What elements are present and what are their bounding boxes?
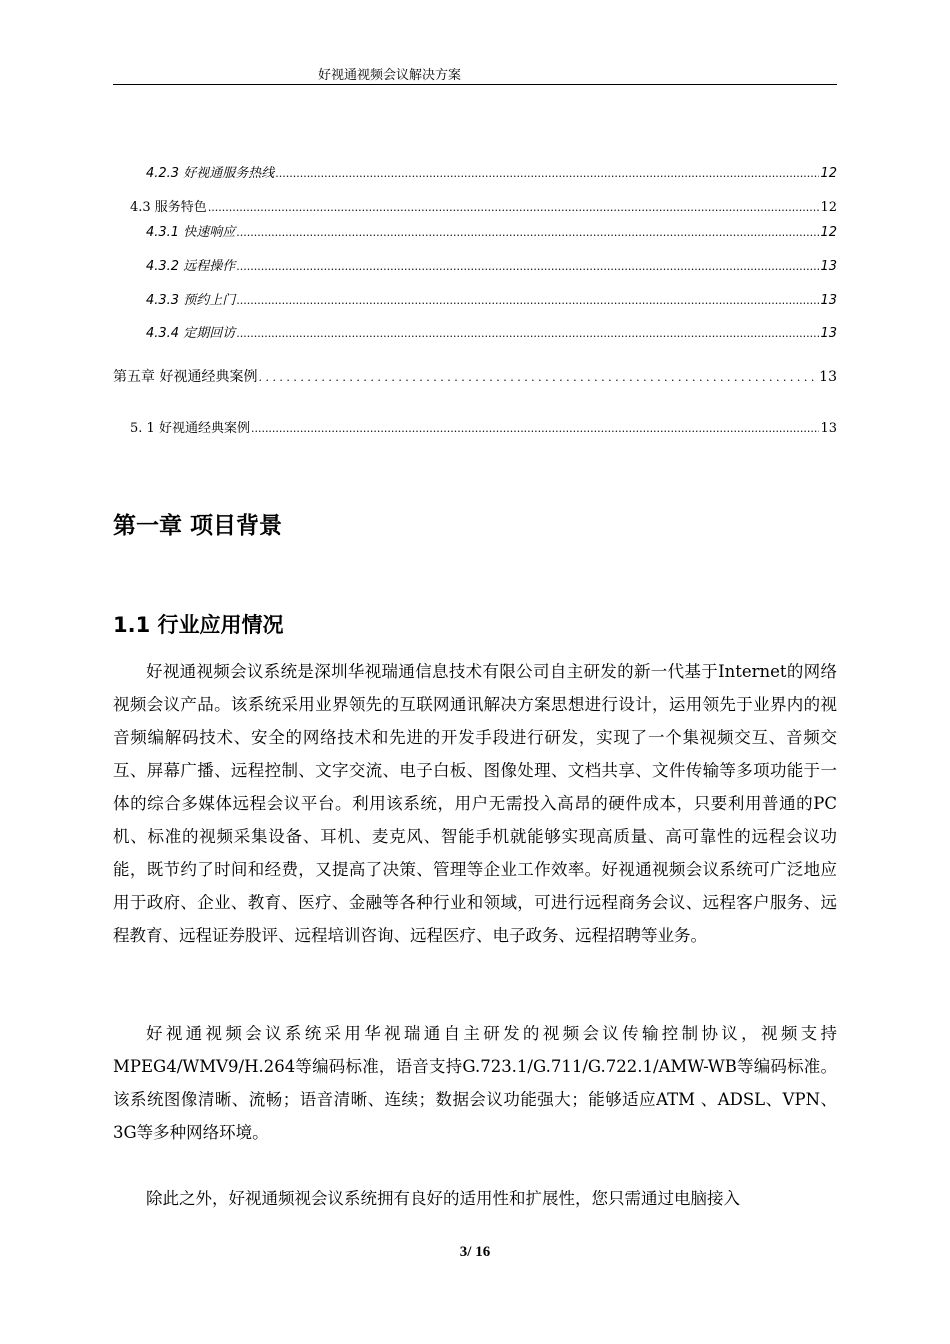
toc-label: 4.3 服务特色	[130, 200, 207, 215]
toc-leader	[236, 294, 819, 307]
toc-entry[interactable]	[146, 289, 837, 308]
toc-entry[interactable]	[146, 322, 837, 341]
toc-label: 4.2.3 好视通服务热线	[146, 166, 275, 181]
toc-leader	[258, 371, 818, 384]
toc-page: 13	[820, 326, 837, 341]
toc-label: 4.3.4 定期回访	[146, 326, 236, 341]
toc-leader	[236, 327, 819, 340]
toc-leader	[251, 422, 820, 435]
page-header	[113, 62, 837, 85]
toc-label: 4.3.1 快速响应	[146, 225, 236, 240]
toc-page: 13	[819, 369, 837, 385]
toc-page: 13	[820, 421, 837, 436]
paragraph: 好视通视频会议系统采用华视瑞通自主研发的视频会议传输控制协议，视频支持MPEG4/WMV9/H.264等编码标准，语音支持G.723.1/G.711/G.722.1/AMW-WB等编码标准。该系统图像清晰、流畅；语音清晰、连续；数据会议功能强大；能够适应ATM 、ADSL、VPN、3G等多种网络环境。	[113, 1024, 837, 1142]
paragraph: 除此之外，好视通频视会议系统拥有良好的适用性和扩展性，您只需通过电脑接入	[146, 1189, 740, 1208]
toc-entry[interactable]	[130, 417, 837, 436]
toc-page: 12	[820, 225, 837, 240]
toc-page: 13	[820, 293, 837, 308]
toc-page: 12	[820, 166, 837, 181]
toc-leader	[236, 226, 819, 239]
toc-entry[interactable]	[146, 221, 837, 240]
toc-leader	[236, 260, 819, 273]
toc-leader	[208, 201, 820, 214]
toc-page: 12	[820, 200, 837, 215]
toc-entry[interactable]	[146, 255, 837, 274]
toc-label: 4.3.3 预约上门	[146, 293, 236, 308]
section-title: 1.1 行业应用情况	[113, 613, 284, 637]
toc-entry[interactable]	[130, 196, 837, 215]
toc-entry[interactable]	[146, 162, 837, 181]
header-title: 好视通视频会议解决方案	[318, 68, 462, 83]
toc-label: 第五章 好视通经典案例	[113, 369, 258, 385]
page-number: 3/ 16	[459, 1244, 491, 1260]
chapter-title: 第一章 项目背景	[113, 513, 283, 539]
toc-leader	[275, 167, 819, 180]
toc-entry[interactable]	[113, 366, 837, 386]
toc-label: 5. 1 好视通经典案例	[130, 421, 250, 436]
paragraph: 好视通视频会议系统是深圳华视瑞通信息技术有限公司自主研发的新一代基于Internet的网络视频会议产品。该系统采用业界领先的互联网通讯解决方案思想进行设计，运用领先于业界内的视音频编解码技术、安全的网络技术和先进的开发手段进行研发，实现了一个集视频交互、音频交互、屏幕广播、远程控制、文字交流、电子白板、图像处理、文档共享、文件传输等多项功能于一体的综合多媒体远程会议平台。利用该系统，用户无需投入高昂的硬件成本，只要利用普通的PC机、标准的视频采集设备、耳机、麦克风、智能手机就能够实现高质量、高可靠性的远程会议功能，既节约了时间和经费，又提高了决策、管理等企业工作效率。好视通视频会议系统可广泛地应用于政府、企业、教育、医疗、金融等各种行业和领域，可进行远程商务会议、远程客户服务、远程教育、远程证券股评、远程培训咨询、远程医疗、电子政务、远程招聘等业务。	[113, 662, 837, 945]
toc-page: 13	[820, 259, 837, 274]
toc-label: 4.3.2 远程操作	[146, 259, 236, 274]
